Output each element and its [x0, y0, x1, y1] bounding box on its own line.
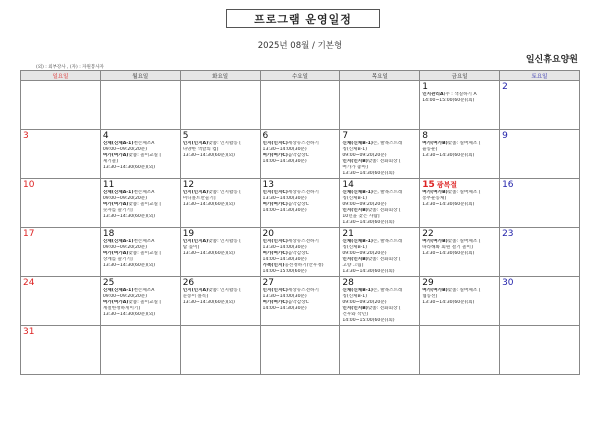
day-cell	[340, 130, 420, 179]
program-text: 맞춤: 전화회상 [	[367, 159, 401, 164]
day-number-text: 21	[342, 229, 354, 239]
day-number-text: 12	[182, 180, 195, 190]
program-category: 인지(인지C)	[262, 190, 288, 195]
program-category: 신체(신체A-1)	[102, 141, 134, 146]
program-text: 13:30~14:30(60분)(외)	[342, 171, 395, 176]
program-text: 세상뉴스전하기	[287, 141, 319, 146]
day-cell	[500, 228, 580, 277]
day-number	[103, 180, 178, 190]
program-category: 여가(여가A)	[102, 202, 129, 207]
day-number-text: 8	[422, 131, 428, 141]
program-text: 손, 발목스트레	[372, 190, 403, 195]
program-text: 14:00~15:00(60분)(외)	[342, 318, 395, 323]
program-text: 13:30~14:00(30분)	[262, 245, 307, 250]
day-cell	[180, 81, 260, 130]
schedule-line	[183, 202, 258, 208]
day-cell	[340, 228, 420, 277]
program-text: 13:30~14:30(60분)(외)	[102, 312, 156, 317]
day-number	[502, 82, 577, 92]
program-text: 맞춤: 놀이교실 [	[128, 251, 162, 256]
program-category: 여가(여가A)	[102, 251, 129, 256]
program-text: 건우와 작년]	[342, 312, 368, 317]
schedule-line	[103, 214, 178, 220]
day-number-text: 1	[422, 82, 428, 92]
day-number	[342, 131, 417, 141]
program-category: 인지(인지A)	[182, 141, 209, 146]
program-text: 숫자를 즐기기]	[102, 208, 133, 213]
program-category: 인지(인지B)	[342, 208, 368, 213]
program-category: 여가(여가C)	[262, 153, 288, 158]
day-number-text: 11	[102, 180, 115, 190]
program-category: 신체(신체A-1)	[102, 288, 134, 293]
program-text: 맞춤: 놀이교실 [	[128, 202, 162, 207]
day-number	[422, 180, 497, 190]
day-number	[183, 229, 258, 239]
day-number	[103, 131, 178, 141]
day-cell	[180, 326, 260, 375]
day-number	[502, 180, 577, 190]
week-row	[21, 130, 580, 179]
program-category: 인지(인지B)	[342, 159, 368, 164]
day-cell	[100, 228, 180, 277]
program-text: 탑 높이]	[182, 245, 200, 250]
program-text: 음악감상C	[287, 300, 309, 305]
organization-name: 일신휴요양원	[525, 55, 578, 65]
day-cell	[420, 179, 500, 228]
program-text: 천손체조A	[133, 141, 155, 146]
holiday-label: 광복절	[436, 181, 458, 189]
schedule-line	[263, 208, 338, 214]
program-category: 인지(인지C)	[262, 288, 288, 293]
program-text: 맞춤: 실버체조 [	[447, 288, 481, 293]
program-text: 13:30~14:30(60분)(외)	[182, 300, 235, 305]
week-row	[21, 228, 580, 277]
program-text: 09:00~09:20(20분)	[102, 147, 148, 152]
day-number-text: 18	[102, 229, 115, 239]
day-number	[422, 131, 497, 141]
day-number-text: 4	[102, 131, 109, 141]
program-text: 칭(신체B-1)	[342, 147, 368, 152]
program-text: 여가가 좋아]	[342, 165, 368, 170]
day-number	[342, 180, 417, 190]
day-number-text: 14	[342, 180, 354, 190]
schedule-line	[422, 202, 497, 208]
day-number	[263, 131, 338, 141]
program-text: 13:30~14:30(60분)(외)	[422, 251, 475, 256]
day-number-text: 17	[23, 229, 35, 239]
day-cell	[260, 326, 340, 375]
program-text: 13:30~14:30(60분)(외)	[342, 269, 395, 274]
week-row	[21, 277, 580, 326]
program-text: 14:00~14:30(30분)	[262, 257, 307, 262]
program-category: 여가(여가A)	[102, 153, 129, 158]
schedule-line	[342, 318, 417, 324]
schedule-line	[342, 220, 417, 226]
subtitle: 2025년 08월 / 기본형	[257, 41, 343, 51]
day-cell	[500, 81, 580, 130]
day-number	[422, 229, 497, 239]
program-text: 13:30~14:30(60분)(외)	[102, 214, 156, 219]
day-number-text: 25	[102, 278, 115, 288]
day-number	[422, 82, 497, 92]
schedule-line	[422, 300, 497, 306]
program-text: 세상뉴스전하기	[287, 239, 319, 244]
schedule-line	[263, 269, 338, 275]
program-text: 13:30~14:30(60분)(외)	[182, 153, 235, 158]
program-text: 손, 발목스트레	[372, 239, 403, 244]
program-text: 협동선]	[422, 294, 438, 299]
day-cell	[500, 130, 580, 179]
schedule-line	[263, 159, 338, 165]
program-text: 미니볼트만들기]	[182, 196, 216, 201]
program-category: 인지(인지C)	[262, 141, 288, 146]
program-text: 맞춤: 놀이교실 [	[128, 153, 162, 158]
day-cell	[180, 130, 260, 179]
day-number	[263, 180, 338, 190]
schedule-line	[103, 312, 178, 318]
schedule-line	[103, 263, 178, 269]
program-text: 13:30~14:30(60분)(외)	[102, 263, 156, 268]
day-cell	[21, 326, 101, 375]
day-number	[422, 278, 497, 288]
day-cell	[180, 277, 260, 326]
day-cell	[420, 228, 500, 277]
day-number	[263, 278, 338, 288]
day-cell	[500, 277, 580, 326]
day-number-text: 31	[23, 327, 35, 337]
schedule-line	[183, 251, 258, 257]
document-title	[226, 9, 380, 28]
weekday-header: 일요일	[21, 71, 101, 81]
program-text: 제기놀]	[102, 159, 118, 164]
schedule-line	[422, 153, 497, 159]
program-category: 가족(인지)	[262, 263, 285, 268]
day-number	[23, 180, 98, 190]
day-cell	[21, 81, 101, 130]
schedule-line	[183, 153, 258, 159]
day-cell	[260, 130, 340, 179]
program-text: )주 : 색칠하기 A	[443, 92, 477, 97]
day-number	[23, 278, 98, 288]
calendar-table	[20, 70, 580, 375]
program-text: 맞춤: 실버체조 [	[447, 190, 481, 195]
day-cell	[100, 130, 180, 179]
day-number-text: 30	[502, 278, 514, 288]
day-cell	[420, 326, 500, 375]
day-number-text: 3	[23, 131, 29, 141]
day-cell	[260, 81, 340, 130]
program-text: 칭(신체B-1)	[342, 196, 368, 201]
program-text: 음악감상C	[287, 202, 309, 207]
program-text: 13:30~14:00(30분)	[262, 196, 307, 201]
program-category: 인지관리A	[422, 92, 444, 97]
week-row	[21, 326, 580, 375]
day-number-text: 28	[342, 278, 354, 288]
program-category: 신체(신체B-1)	[342, 141, 373, 146]
day-cell	[21, 130, 101, 179]
day-number-text: 22	[422, 229, 434, 239]
program-text: 13:30~14:30(60분)(외)	[182, 202, 235, 207]
week-row	[21, 179, 580, 228]
day-cell	[21, 228, 101, 277]
program-text: 맞춤: 인지활동 [	[208, 141, 242, 146]
day-cell	[180, 179, 260, 228]
program-text: 다양한 색깔의 컵]	[182, 147, 219, 152]
day-cell	[420, 277, 500, 326]
weekday-header-row	[21, 71, 580, 81]
day-number	[183, 278, 258, 288]
program-category: 인지(인지A)	[182, 239, 209, 244]
day-cell	[420, 130, 500, 179]
schedule-line	[263, 306, 338, 312]
program-text: 09:00~09:20(20분)	[342, 300, 387, 305]
day-cell	[180, 228, 260, 277]
day-number-text: 29	[422, 278, 434, 288]
program-text: 고향 그림]	[342, 263, 364, 268]
legend-note: (외) : 외부강사 , (자) : 자원봉사자	[36, 65, 104, 70]
program-text: 10년을 찾은 사람]	[342, 214, 380, 219]
program-text: 계절한정하게이기]	[102, 306, 141, 311]
program-text: 상계를 즐기기]	[102, 257, 133, 262]
program-category: 인지(인지A)	[182, 288, 209, 293]
day-number	[23, 327, 98, 337]
day-number	[103, 229, 178, 239]
program-text: 봉무운동체]	[422, 196, 447, 201]
program-text: 13:30~14:00(30분)	[262, 294, 307, 299]
program-text: 맞춤: 인지활동 [	[208, 288, 242, 293]
day-number-text: 26	[182, 278, 195, 288]
day-cell	[260, 179, 340, 228]
schedule-line	[183, 300, 258, 306]
program-category: 여가(여가C)	[262, 300, 288, 305]
weekday-header: 수요일	[260, 71, 340, 81]
weekday-header: 목요일	[340, 71, 420, 81]
program-category: 여가(여가B)	[422, 239, 448, 244]
weekday-header: 화요일	[180, 71, 260, 81]
program-text: 13:30~14:30(60분)(외)	[422, 202, 475, 207]
program-category: 인지(인지B)	[342, 257, 368, 262]
day-cell	[100, 81, 180, 130]
day-cell	[100, 179, 180, 228]
program-text: 맞춤: 실버체조 [	[447, 141, 481, 146]
day-number-text: 10	[23, 180, 35, 190]
program-category: 여가(여가C)	[262, 251, 288, 256]
program-category: 여가(여가A)	[102, 300, 129, 305]
weekday-header: 토요일	[500, 71, 580, 81]
title-text: 프로그램 운영일정	[254, 12, 352, 26]
program-text: 14:00~15:00(60분)	[262, 269, 307, 274]
program-category: 여가(여가C)	[262, 202, 288, 207]
program-text: 눈송이 볼록]	[182, 294, 209, 299]
program-text: 맞춤: 인지활동 [	[208, 239, 242, 244]
program-category: 인지(인지B)	[342, 306, 368, 311]
day-number	[103, 278, 178, 288]
day-number-text: 27	[262, 278, 274, 288]
program-category: 신체(신체B-1)	[342, 239, 373, 244]
program-text: 천손체조A	[133, 288, 155, 293]
day-number	[502, 278, 577, 288]
program-text: 09:00~09:20(20분)	[342, 202, 387, 207]
program-text: 세상뉴스전하기	[287, 288, 319, 293]
day-cell	[340, 179, 420, 228]
program-text: 세상뉴스전하기	[287, 190, 319, 195]
program-text: 맞춤: 실버체조 [	[447, 239, 481, 244]
day-cell	[420, 81, 500, 130]
schedule-line	[342, 269, 417, 275]
day-cell	[500, 179, 580, 228]
weekday-header: 월요일	[100, 71, 180, 81]
day-cell	[340, 81, 420, 130]
program-text: 웅선정하기(안우정)	[284, 263, 324, 268]
day-cell	[260, 277, 340, 326]
program-text: 칭(신체B-1)	[342, 294, 368, 299]
day-number-text: 15	[422, 180, 435, 190]
program-category: 신체(신체A-1)	[102, 239, 134, 244]
day-number	[342, 278, 417, 288]
weekday-header: 금요일	[420, 71, 500, 81]
day-number-text: 24	[23, 278, 35, 288]
day-cell	[260, 228, 340, 277]
program-category: 신체(신체B-1)	[342, 190, 373, 195]
day-cell	[500, 326, 580, 375]
program-text: 음악감상C	[287, 251, 309, 256]
day-cell	[21, 277, 101, 326]
day-number-text: 2	[502, 82, 508, 92]
program-text: 맞춤: 인지활동 [	[208, 190, 242, 195]
program-category: 인지(인지C)	[262, 239, 288, 244]
program-text: 맞춤: 전화회상 [	[367, 257, 401, 262]
schedule-line	[422, 251, 497, 257]
day-cell	[21, 179, 101, 228]
program-text: 천손체조A	[133, 190, 155, 195]
day-number-text: 19	[182, 229, 195, 239]
program-text: 09:00~09:20(20분)	[102, 294, 148, 299]
day-cell	[340, 326, 420, 375]
day-cell	[100, 326, 180, 375]
schedule-line	[342, 171, 417, 177]
day-number	[23, 229, 98, 239]
day-number-text: 6	[262, 131, 269, 141]
day-number-text: 9	[502, 131, 508, 141]
program-text: 14:00~14:30(30분)	[262, 159, 307, 164]
day-number-text: 7	[342, 131, 349, 141]
program-category: 신체(신체A-1)	[102, 190, 134, 195]
schedule-line	[103, 165, 178, 171]
program-text: 14:00~15:00(60분)(외)	[422, 98, 475, 103]
program-text: 09:00~09:20(20분)	[102, 196, 148, 201]
week-row	[21, 81, 580, 130]
program-text: 율동운]	[422, 147, 438, 152]
program-text: 맞춤: 전화회상 [	[367, 306, 401, 311]
day-number	[263, 229, 338, 239]
day-number-text: 20	[262, 229, 274, 239]
program-text: 손, 발목스트레	[372, 288, 403, 293]
program-text: 맞춤: 전화회상 [	[367, 208, 401, 213]
program-category: 신체(신체B-1)	[342, 288, 373, 293]
schedule-line	[422, 98, 497, 104]
program-text: 손, 발목스트레	[372, 141, 403, 146]
program-text: 따라해봐 회원 걸기 놀이]	[422, 245, 473, 250]
program-text: 칭(신체B-1)	[342, 245, 368, 250]
day-number	[23, 131, 98, 141]
program-text: 09:00~09:20(20분)	[102, 245, 148, 250]
day-cell	[340, 277, 420, 326]
program-text: 13:30~14:00(30분)	[262, 147, 307, 152]
program-text: 09:00~09:20(20분)	[342, 153, 387, 158]
program-text: 13:30~14:30(60분)(외)	[102, 165, 156, 170]
day-number	[502, 229, 577, 239]
day-number	[183, 180, 258, 190]
program-category: 인지(인지A)	[182, 190, 209, 195]
program-text: 13:30~14:30(60분)(외)	[182, 251, 235, 256]
day-number-text: 23	[502, 229, 514, 239]
program-text: 09:00~09:20(20분)	[342, 251, 387, 256]
program-text: 13:30~14:30(60분)(외)	[422, 153, 475, 158]
day-number	[342, 229, 417, 239]
day-number-text: 13	[262, 180, 274, 190]
calendar-body	[21, 81, 580, 375]
day-cell	[100, 277, 180, 326]
program-text: 음악감상C	[287, 153, 309, 158]
program-text: 14:00~14:30(30분)	[262, 306, 307, 311]
program-text: 맞춤: 놀이교실 [	[128, 300, 162, 305]
program-text: 14:00~14:30(30분)	[262, 208, 307, 213]
program-text: 13:30~14:30(60분)(외)	[342, 220, 395, 225]
program-text: 13:30~14:30(60분)(외)	[422, 300, 475, 305]
day-number-text: 5	[182, 131, 189, 141]
program-category: 여가(여가B)	[422, 141, 448, 146]
day-number	[502, 131, 577, 141]
program-text: 천손체조A	[133, 239, 155, 244]
program-category: 여가(여가B)	[422, 190, 448, 195]
day-number-text: 16	[502, 180, 514, 190]
program-category: 여가(여가B)	[422, 288, 448, 293]
day-number	[183, 131, 258, 141]
